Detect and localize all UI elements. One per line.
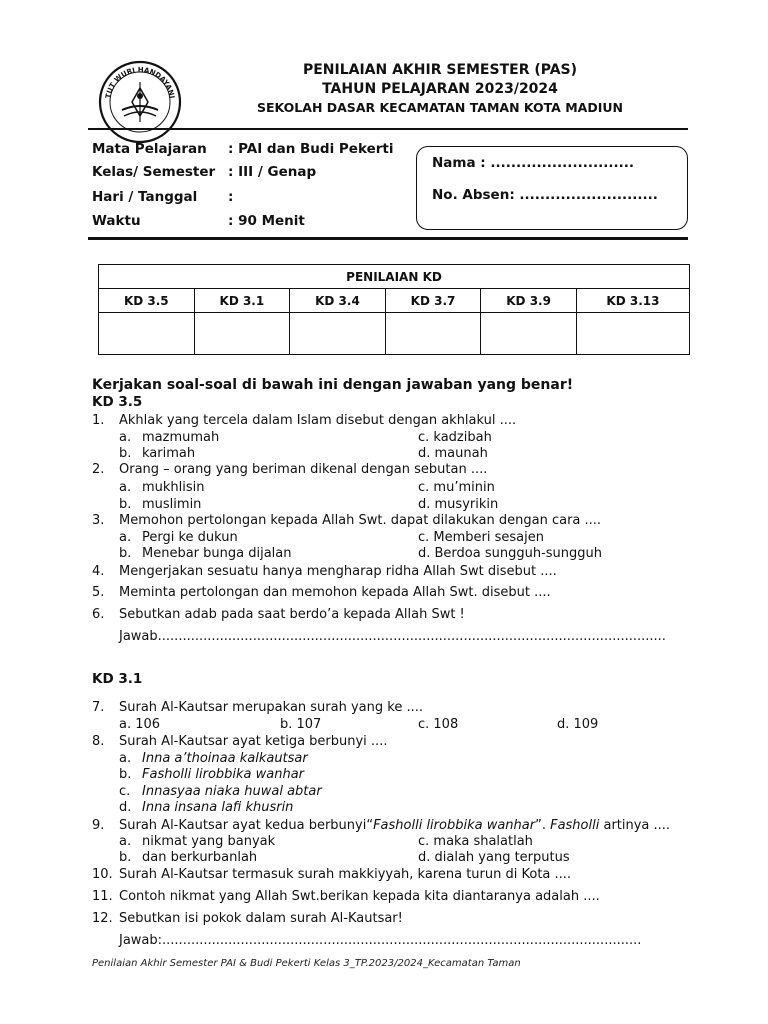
- kd-col-header: KD 3.5: [99, 289, 195, 313]
- q1-option-c: c. kadzibah: [418, 430, 492, 445]
- q7-option-b: b. 107: [280, 717, 322, 732]
- q8-option-c: Innasyaa niaka huwal abtar: [142, 784, 322, 799]
- q3-option-b: Menebar bunga dijalan: [142, 546, 292, 561]
- kd-score-cell[interactable]: [576, 313, 689, 355]
- q7-option-a: a. 106: [119, 717, 161, 732]
- header-school: SEKOLAH DASAR KECAMATAN TAMAN KOTA MADIUN: [257, 100, 623, 115]
- absen-field[interactable]: No. Absen: ...........................: [432, 187, 658, 203]
- answer-line-q12[interactable]: Jawab:....................................................................................................................: [119, 933, 642, 948]
- header-divider: [88, 128, 688, 130]
- info-mapel: Mata Pelajaran : PAI dan Budi Pekerti: [92, 141, 394, 157]
- q2-option-c: c. mu’minin: [418, 480, 495, 495]
- q8-option-d: Inna insana lafi khusrin: [142, 800, 294, 815]
- header-year: TAHUN PELAJARAN 2023/2024: [322, 81, 558, 97]
- kd-col-header: KD 3.13: [576, 289, 689, 313]
- q9-option-a: nikmat yang banyak: [142, 834, 276, 849]
- q2-option-a: mukhlisin: [142, 480, 205, 495]
- header-title: PENILAIAN AKHIR SEMESTER (PAS): [302, 62, 578, 78]
- q9-option-d: d. dialah yang terputus: [418, 850, 570, 865]
- info-hari: Hari / Tanggal :: [92, 189, 234, 205]
- info-kelas: Kelas/ Semester : III / Genap: [92, 164, 317, 180]
- info-waktu: Waktu : 90 Menit: [92, 213, 305, 229]
- q1-option-b: karimah: [142, 446, 196, 461]
- answer-line-q6[interactable]: Jawab...........................................................................................................................: [119, 629, 666, 644]
- q7-option-c: c. 108: [418, 717, 459, 732]
- info-divider: [88, 237, 688, 240]
- section-title-kd31: KD 3.1: [92, 671, 143, 687]
- q1-option-d: d. maunah: [418, 446, 488, 461]
- page-footer: Penilaian Akhir Semester PAI & Budi Pekerti Kelas 3_TP.2023/2024_Kecamatan Taman: [92, 958, 521, 969]
- q3-option-d: d. Berdoa sungguh-sungguh: [418, 546, 603, 561]
- kd-assessment-table: [98, 264, 690, 355]
- kd-score-cell[interactable]: [99, 313, 195, 355]
- kd-score-cell[interactable]: [481, 313, 577, 355]
- q2-option-d: d. musyrikin: [418, 497, 499, 512]
- section-title-kd35: KD 3.5: [92, 394, 143, 410]
- q3-option-c: c. Memberi sesajen: [418, 530, 544, 545]
- student-id-box: [416, 146, 688, 230]
- kd-col-header: KD 3.7: [385, 289, 481, 313]
- q3-option-a: Pergi ke dukun: [142, 530, 238, 545]
- kd-col-header: KD 3.9: [481, 289, 577, 313]
- q8-option-a: Inna a’thoinaa kalkautsar: [142, 751, 308, 766]
- q9-option-c: c. maka shalatlah: [418, 834, 533, 849]
- logo-motto: TUT WURI HANDAYANI: [104, 65, 176, 100]
- q9-option-b: dan berkurbanlah: [142, 850, 258, 865]
- kd-score-cell[interactable]: [385, 313, 481, 355]
- q8-option-b: Fasholli lirobbika wanhar: [142, 767, 305, 782]
- kd-score-cell[interactable]: [290, 313, 386, 355]
- kd-score-cell[interactable]: [194, 313, 290, 355]
- tut-wuri-handayani-logo: [96, 58, 184, 146]
- instruction: Kerjakan soal-soal di bawah ini dengan jawaban yang benar!: [92, 377, 574, 393]
- q1-option-a: mazmumah: [142, 430, 220, 445]
- kd-col-header: KD 3.4: [290, 289, 386, 313]
- q2-option-b: muslimin: [142, 497, 202, 512]
- kd-table-title: PENILAIAN KD: [99, 265, 690, 289]
- kd-col-header: KD 3.1: [194, 289, 290, 313]
- nama-field[interactable]: Nama : ............................: [432, 155, 634, 171]
- q7-option-d: d. 109: [557, 717, 599, 732]
